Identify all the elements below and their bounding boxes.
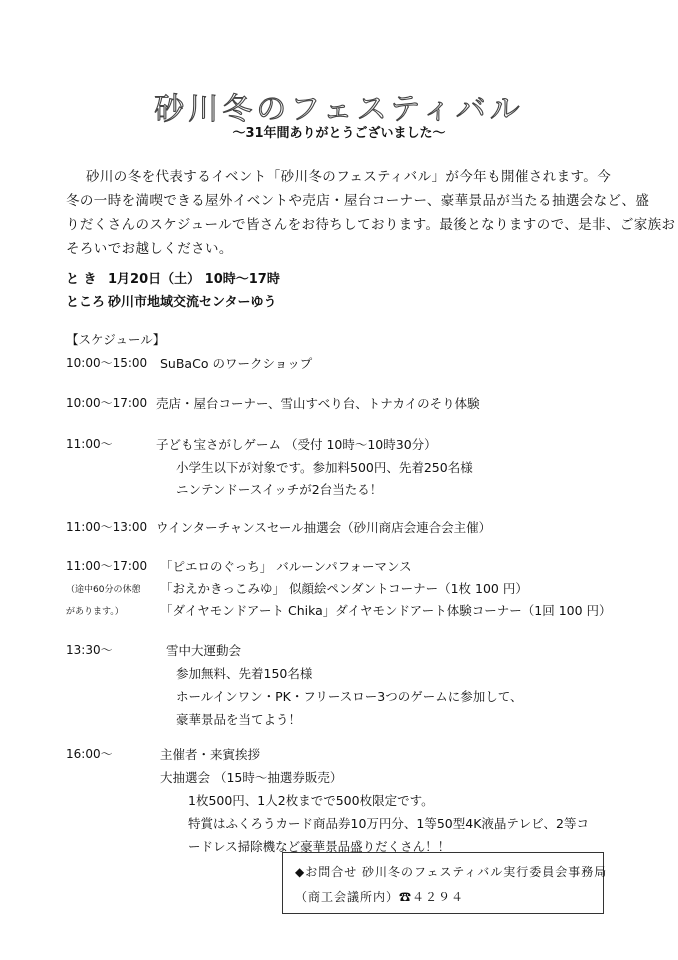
schedule-item: 子ども宝さがしゲーム （受付 10時～10時30分）	[156, 437, 437, 452]
schedule-item: 1枚500円、1人2枚までで500枚限定です。	[188, 793, 434, 808]
schedule-time: 10:00～15:00	[66, 356, 148, 370]
intro-line: そろいでお越しください。	[66, 241, 233, 257]
schedule-note: （途中60分の休憩	[66, 585, 141, 595]
schedule-item: 雪中大運動会	[166, 643, 242, 658]
schedule-item: ホールインワン・PK・フリースロー3つのゲームに参加して、	[176, 689, 523, 704]
schedule-item: 参加無料、先着150名様	[176, 666, 313, 681]
schedule-item: 特賞はふくろうカード商品券10万円分、1等50型4K液晶テレビ、2等コ	[188, 816, 589, 831]
page-title: 砂川冬のフェスティバル	[154, 92, 524, 127]
schedule-time: 13:30～	[66, 643, 113, 657]
schedule-time: 10:00～17:00	[66, 396, 148, 410]
schedule-item: SuBaCo のワークショップ	[160, 356, 313, 371]
schedule-item: 「ダイヤモンドアート Chika」ダイヤモンドアート体験コーナー（1回 100 円）	[160, 603, 612, 618]
contact-line: （商工会議所内）☎４２９４	[295, 890, 465, 904]
place-label: ところ	[66, 295, 106, 310]
schedule-item: 豪華景品を当てよう！	[176, 712, 302, 727]
schedule-item: 主催者・来賓挨拶	[160, 747, 261, 762]
intro-line: りだくさんのスケジュールで皆さんをお待ちしております。最後となりますので、是非、ご家族お	[66, 217, 676, 233]
place-value: 砂川市地域交流センターゆう	[108, 295, 277, 310]
schedule-item: ウインターチャンスセール抽選会（砂川商店会連合会主催）	[156, 520, 492, 535]
date-value: 1月20日（土） 10時～17時	[108, 272, 280, 287]
schedule-time: 11:00～17:00	[66, 559, 148, 573]
schedule-item: 小学生以下が対象です。参加料500円、先着250名様	[176, 460, 473, 475]
schedule-time: 11:00～13:00	[66, 520, 148, 534]
schedule-note: があります。）	[66, 607, 124, 617]
schedule-item: ードレス掃除機など豪華景品盛りだくさん！！	[188, 839, 451, 854]
schedule-item: ニンテンドースイッチが2台当たる！	[176, 482, 383, 497]
subtitle: ～31年間ありがとうございました～	[232, 126, 446, 141]
schedule-item: 売店・屋台コーナー、雪山すべり台、トナカイのそり体験	[156, 396, 480, 411]
intro-line: 砂川の冬を代表するイベント「砂川冬のフェスティバル」が今年も開催されます。今	[86, 169, 612, 185]
schedule-heading: 【スケジュール】	[66, 332, 166, 347]
contact-box	[282, 852, 608, 914]
schedule-item: 大抽選会 （15時～抽選券販売）	[160, 770, 343, 785]
date-label: と き	[66, 272, 97, 287]
schedule-time: 11:00～	[66, 437, 113, 451]
schedule-item: 「おえかきっこみゆ」 似顔絵ペンダントコーナー（1枚 100 円）	[160, 581, 528, 596]
contact-line: ◆お問合せ 砂川冬のフェスティバル実行委員会事務局	[295, 865, 608, 879]
schedule-item: 「ピエロのぐっち」 バルーンパフォーマンス	[160, 559, 412, 574]
schedule-time: 16:00～	[66, 747, 113, 761]
intro-line: 冬の一時を満喫できる屋外イベントや売店・屋台コーナー、豪華景品が当たる抽選会など、盛	[66, 193, 650, 209]
